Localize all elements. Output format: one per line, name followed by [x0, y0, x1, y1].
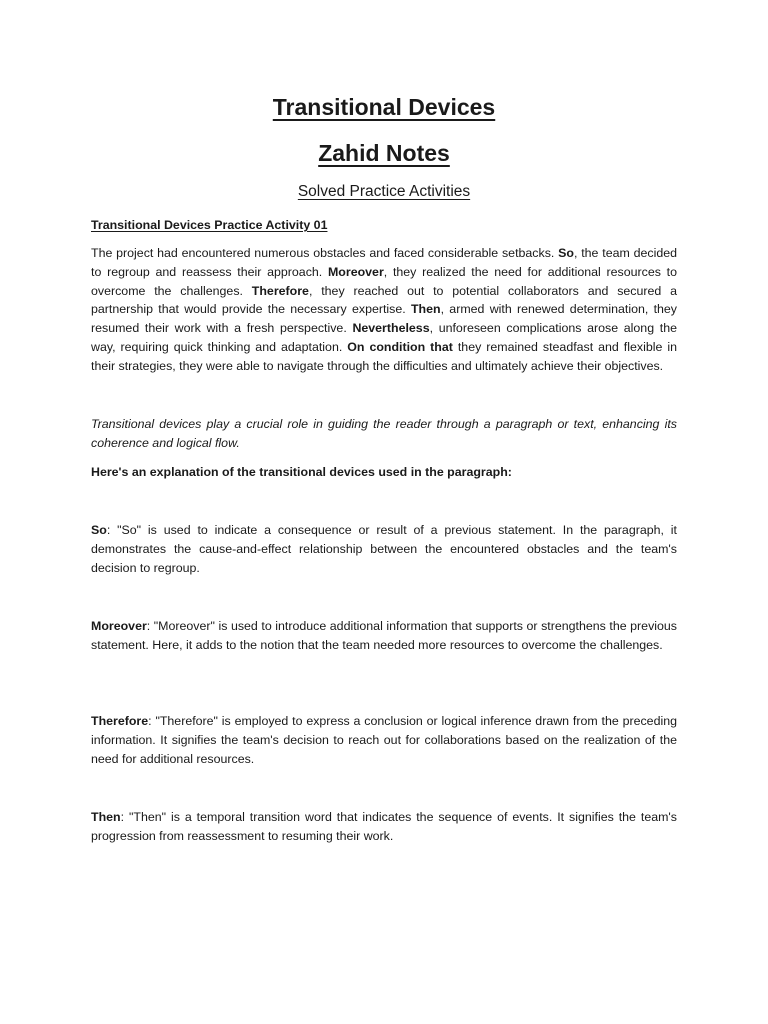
explanation-text: : "Moreover" is used to introduce additional information that supports or strengthens the previous statement. Here, it adds to the notion that the team needed more resources to overcome the challenges.: [91, 619, 677, 652]
paragraph-segment: , armed with renewed determination, they resumed their work with a fresh perspective.: [91, 302, 678, 336]
explanation-item-so: [91, 521, 677, 577]
intro-italic-text: Transitional devices play a crucial role in guiding the reader through a paragraph or text, enhancing its coherence and logical flow.: [91, 417, 677, 450]
transition-word-then: Then: [410, 302, 441, 317]
explanation-term: Then: [91, 810, 121, 824]
explanation-text: : "Therefore" is employed to express a conclusion or logical inference drawn from the preceding information. It signifies the team's decision to reach out for collaborations based on the realization of the need for additional resources.: [91, 714, 677, 766]
activity-heading: Transitional Devices Practice Activity 01: [91, 218, 328, 232]
explanation-heading: Here's an explanation of the transitional devices used in the paragraph:: [91, 465, 512, 479]
transition-word-nevertheless: Nevertheless: [352, 321, 430, 336]
paragraph-segment: , unforeseen complications arose along the way, requiring quick thinking and adaptation.: [91, 321, 677, 354]
explanation-item-therefore: [91, 712, 677, 768]
transition-word-so: So: [558, 246, 574, 260]
transition-word-on-condition-that: On condition that: [347, 339, 453, 354]
paragraph-segment: The project had encountered numerous obstacles and faced considerable setbacks.: [91, 246, 559, 260]
document-subtitle: Solved Practice Activities: [297, 183, 471, 200]
document-author: Zahid Notes: [318, 140, 450, 166]
paragraph-segment: they remained steadfast and flexible in their strategies, they were able to navigate through the difficulties and ultimately achieve their objectives.: [91, 339, 677, 373]
paragraph-segment: , they realized the need for additional resources to overcome the challenges.: [91, 264, 678, 298]
paragraph-segment: , they reached out to potential collaborators and secured a partnership that would provide the necessary expertise.: [91, 283, 677, 317]
explanation-term: So: [91, 523, 107, 537]
paragraph-segment: , the team decided to regroup and reassess their approach.: [91, 246, 677, 279]
explanation-term: Therefore: [91, 714, 149, 728]
explanation-item-then: [91, 808, 677, 846]
transition-word-therefore: Therefore: [251, 283, 309, 298]
transition-word-moreover: Moreover: [327, 264, 384, 279]
explanation-text: : "So" is used to indicate a consequence or result of a previous statement. In the paragraph, it demonstrates the cause-and-effect relationship between the encountered obstacles and the team's decision to regroup.: [91, 523, 677, 575]
explanation-text: : "Then" is a temporal transition word that indicates the sequence of events. It signifies the team's progression from reassessment to resuming their work.: [91, 810, 677, 843]
explanation-item-moreover: [91, 617, 677, 655]
document-title: Transitional Devices: [272, 94, 496, 120]
activity-paragraph: [91, 244, 677, 376]
explanation-term: Moreover: [91, 619, 147, 633]
